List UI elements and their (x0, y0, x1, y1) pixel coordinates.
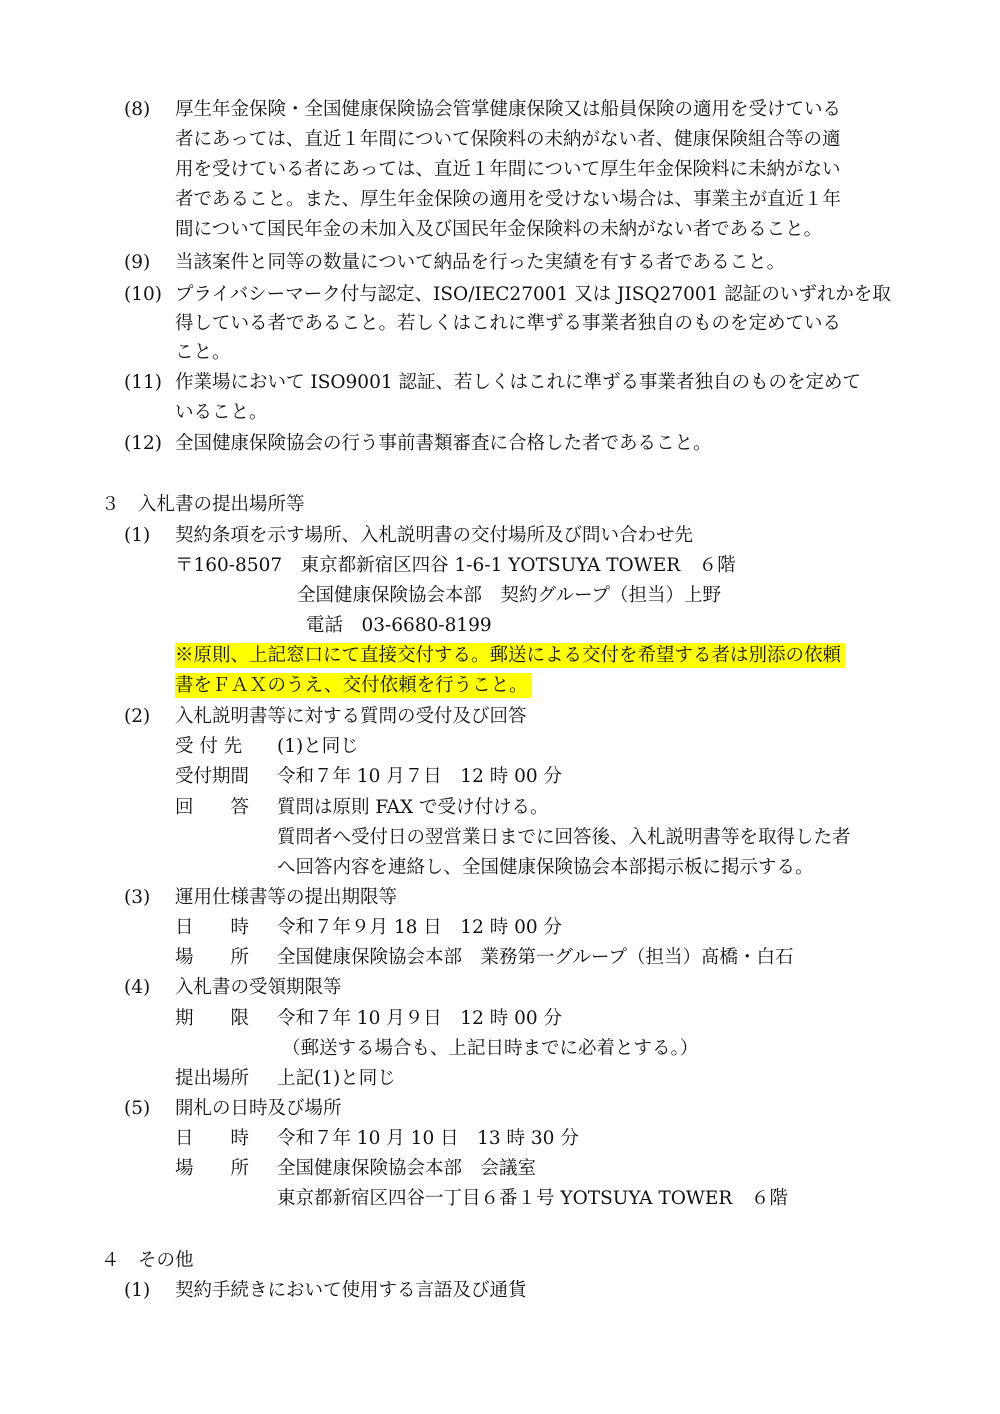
item-text-line: いること。 (175, 402, 268, 423)
field-value: 全国健康保険協会本部 会議室 (277, 1158, 537, 1179)
field-value: 全国健康保険協会本部 業務第一グループ（担当）髙橋・白石 (277, 947, 794, 968)
item-text-line: 全国健康保険協会の行う事前書類審査に合格した者であること。 (175, 433, 712, 454)
subsection-title: 運用仕様書等の提出期限等 (175, 887, 398, 908)
item-text-line: こと。 (175, 342, 231, 363)
field-label: 場 所 (175, 1158, 250, 1179)
subsection-number: (1) (124, 525, 151, 546)
field-value: 令和７年 10 月 10 日 13 時 30 分 (277, 1128, 579, 1149)
field-value: 質問は原則 FAX で受け付ける。 (277, 797, 549, 818)
subsection-number: (5) (124, 1098, 151, 1119)
item-number: (10) (124, 284, 162, 305)
item-text-line: 者であること。また、厚生年金保険の適用を受けない場合は、事業主が直近１年 (175, 189, 842, 210)
field-label: 場 所 (175, 947, 250, 968)
field-label: 日 時 (175, 917, 250, 938)
subsection-title: 開札の日時及び場所 (175, 1098, 342, 1119)
highlighted-note-line (175, 673, 532, 699)
subsection-number: (1) (124, 1280, 151, 1301)
field-label: 提出場所 (175, 1068, 250, 1089)
section-heading: ３ 入札書の提出場所等 (101, 494, 305, 515)
field-value: 令和７年９月 18 日 12 時 00 分 (277, 917, 563, 938)
subsection-title: 契約手続きにおいて使用する言語及び通貨 (175, 1280, 527, 1301)
field-label: 期 限 (175, 1008, 250, 1029)
subsection-title: 契約条項を示す場所、入札説明書の交付場所及び問い合わせ先 (175, 525, 694, 546)
highlighted-note-line (175, 643, 845, 669)
field-value: 令和７年 10 月９日 12 時 00 分 (277, 1008, 563, 1029)
subsection-title: 入札書の受領期限等 (175, 977, 342, 998)
contact-phone: 電話 03-6680-8199 (306, 615, 492, 636)
item-text-line: 間について国民年金の未加入及び国民年金保険料の未納がない者であること。 (175, 219, 823, 240)
field-label: 回 答 (175, 797, 250, 818)
item-text-line: 用を受けている者にあっては、直近１年間について厚生年金保険料に未納がない (175, 159, 841, 180)
item-number: (12) (124, 433, 162, 454)
item-number: (9) (124, 252, 151, 273)
field-label: 受付期間 (175, 766, 250, 787)
contact-address: 〒160-8507 東京都新宿区四谷 1-6-1 YOTSUYA TOWER ６階 (175, 555, 736, 576)
highlighted-note-text: 書をＦＡＸのうえ、交付依頼を行うこと。 (175, 673, 532, 698)
field-value: 東京都新宿区四谷一丁目６番１号 YOTSUYA TOWER ６階 (277, 1188, 788, 1209)
field-label: 日 時 (175, 1128, 250, 1149)
subsection-number: (2) (124, 706, 151, 727)
item-text-line: 得している者であること。若しくはこれに準ずる事業者独自のものを定めている (175, 313, 842, 334)
item-text-line: 者にあっては、直近１年間について保険料の未納がない者、健康保険組合等の適 (175, 129, 841, 150)
field-value: 上記(1)と同じ (277, 1068, 396, 1089)
contact-organization: 全国健康保険協会本部 契約グループ（担当）上野 (297, 585, 722, 606)
field-note: （郵送する場合も、上記日時までに必着とする。） (282, 1038, 699, 1059)
field-label: 受 付 先 (175, 736, 243, 757)
field-value: 質問者へ受付日の翌営業日までに回答後、入札説明書等を取得した者 (277, 827, 851, 848)
field-value: 令和７年 10 月７日 12 時 00 分 (277, 766, 563, 787)
section-heading: ４ その他 (101, 1250, 194, 1271)
item-number: (8) (124, 99, 151, 120)
item-number: (11) (124, 372, 162, 393)
item-text-line: プライバシーマーク付与認定、ISO/IEC27001 又は JISQ27001 認証のいずれかを取 (175, 284, 891, 305)
field-value: (1)と同じ (277, 736, 359, 757)
field-value: へ回答内容を連絡し、全国健康保険協会本部掲示板に掲示する。 (277, 857, 814, 878)
item-text-line: 厚生年金保険・全国健康保険協会管掌健康保険又は船員保険の適用を受けている (175, 99, 842, 120)
item-text-line: 作業場において ISO9001 認証、若しくはこれに準ずる事業者独自のものを定めて (175, 372, 861, 393)
item-text-line: 当該案件と同等の数量について納品を行った実績を有する者であること。 (175, 252, 786, 273)
subsection-number: (4) (124, 977, 151, 998)
subsection-title: 入札説明書等に対する質問の受付及び回答 (175, 706, 527, 727)
subsection-number: (3) (124, 887, 151, 908)
highlighted-note-text: ※原則、上記窓口にて直接交付する。郵送による交付を希望する者は別添の依頼 (175, 643, 845, 668)
